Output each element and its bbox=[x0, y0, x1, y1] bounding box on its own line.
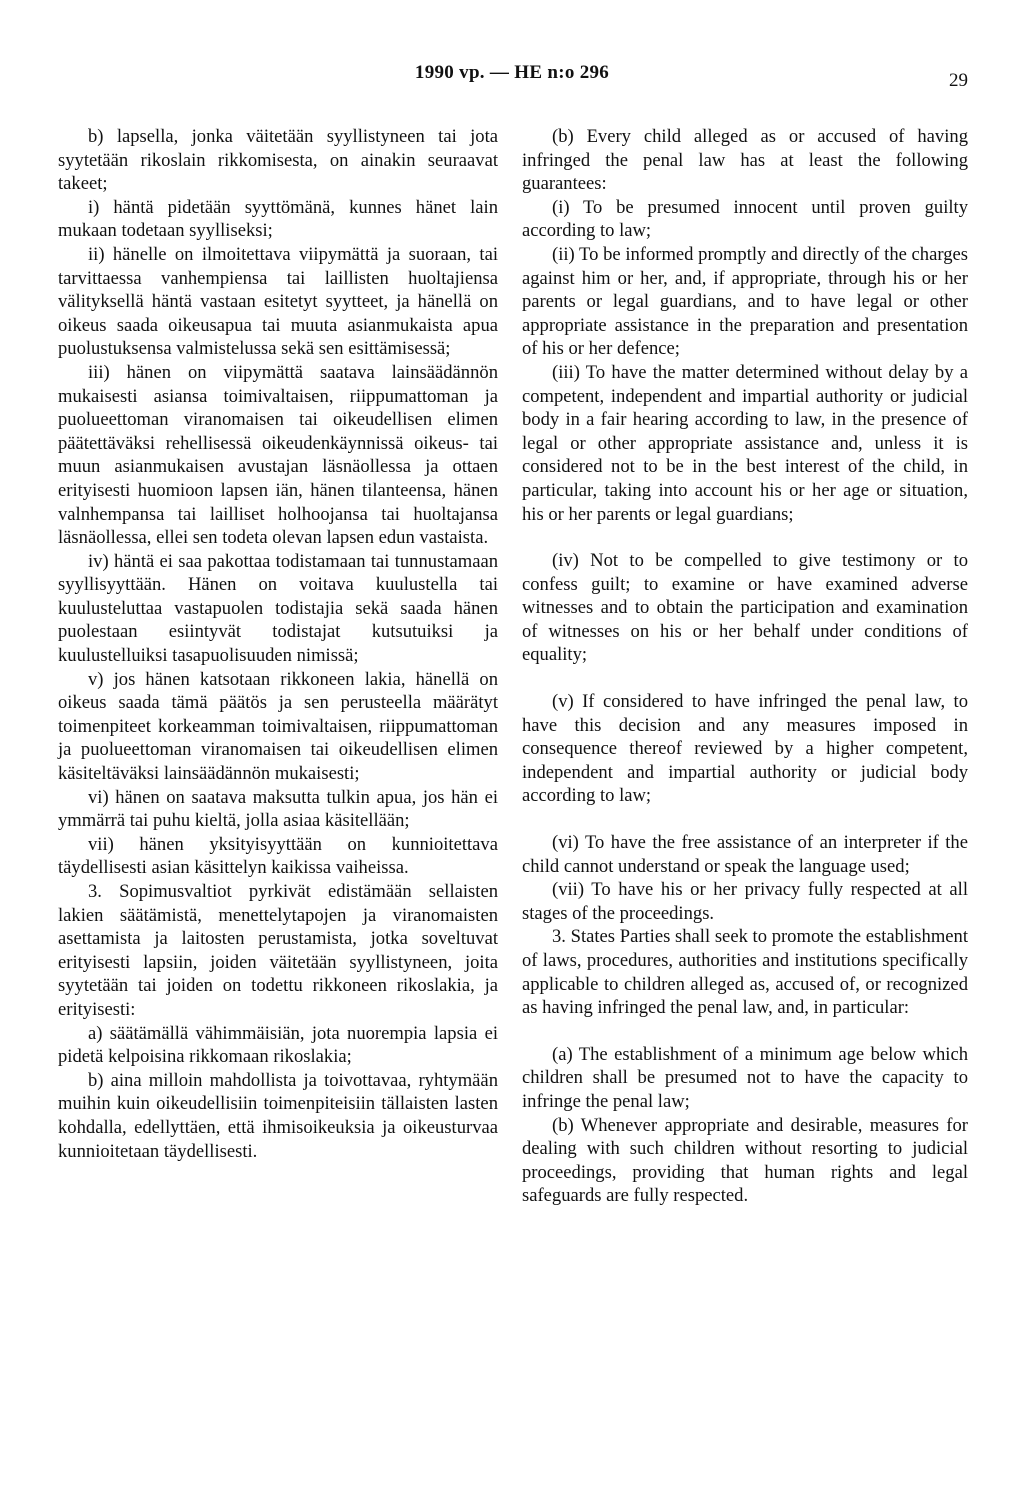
fi-paragraph-ii: ii) hänelle on ilmoitettava viipymättä ja suoraan, tai tarvittaessa vanhempiensa tai laillisten huoltajiensa välityksellä häntä vastaan esitetyt syytteet, ja hänellä on oikeus saada oikeusapua tai muuta asianmukaista apua puolustuksensa valmistelussa sekä sen esittämisessä; bbox=[58, 243, 498, 360]
fi-paragraph-iv: iv) häntä ei saa pakottaa todistamaan tai tunnustamaan syyllisyyttään. Hänen on voitava kuulustella tai kuulusteluttaa vastapuolen todistajia sekä saada hänen puolestaan esiintyvät todistajat kutsutuiksi ja kuulustelluiksi tasapuolisuuden nimissä; bbox=[58, 550, 498, 667]
en-paragraph-a: (a) The establishment of a minimum age below which children shall be presumed not to have the capacity to infringe the penal law; bbox=[522, 1043, 968, 1112]
finnish-column bbox=[58, 125, 498, 1163]
page-number: 29 bbox=[949, 70, 968, 91]
fi-paragraph-b: b) lapsella, jonka väitetään syyllistyneen tai jota syytetään rikoslain rikkomisesta, on ainakin seuraavat takeet; bbox=[58, 126, 498, 195]
en-paragraph-3: 3. States Parties shall seek to promote the establishment of laws, procedures, authorities and institutions specifically applicable to children alleged as, accused of, or recognized as having infringed the penal law, and, in particular: bbox=[522, 926, 968, 1019]
fi-paragraph-v: v) jos hänen katsotaan rikkoneen lakia, hänellä on oikeus saada tämä päätös ja sen perusteella määrätyt toimenpiteet korkeamman toimivaltaisen, riippumattoman ja puolueettoman viranomaisen tai oikeudellisen elimen käsiteltäväksi lainsäädännön mukaisesti; bbox=[58, 668, 498, 785]
en-paragraph-iii: (iii) To have the matter determined without delay by a competent, independent and impartial authority or judicial body in a fair hearing according to law, in the presence of legal or other appropriate assistance and, unless it is considered not to be in the best interest of the child, in particular, taking into account his or her age or situation, his or her parents or legal guardians; bbox=[522, 361, 968, 525]
english-column bbox=[522, 125, 968, 1208]
fi-paragraph-3: 3. Sopimusvaltiot pyrkivät edistämään sellaisten lakien säätämistä, menettelytapojen ja viranomaisten asettamista ja laitosten perustamista, jotka soveltuvat erityisesti lapsiin, joiden väitetään syyllistyneen, joita syytetään tai joiden on todettu rikkoneen rikoslakia, ja erityisesti: bbox=[58, 881, 498, 1020]
fi-paragraph-vi: vi) hänen on saatava maksutta tulkin apua, jos hän ei ymmärrä tai puhu kieltä, jolla asiaa käsitellään; bbox=[58, 786, 498, 832]
en-paragraph-b2: (b) Whenever appropriate and desirable, measures for dealing with such children without resorting to judicial proceedings, providing that human rights and legal safeguards are fully respected. bbox=[522, 1114, 968, 1207]
en-paragraph-vi: (vi) To have the free assistance of an interpreter if the child cannot understand or speak the language used; bbox=[522, 832, 968, 877]
fi-paragraph-a: a) säätämällä vähimmäisiän, jota nuorempia lapsia ei pidetä kelpoisina rikkomaan rikoslakia; bbox=[58, 1022, 498, 1068]
en-paragraph-b: (b) Every child alleged as or accused of having infringed the penal law has at least the following guarantees: bbox=[522, 126, 968, 195]
page-header bbox=[0, 62, 1024, 92]
fi-paragraph-iii: iii) hänen on viipymättä saatava lainsäädännön mukaisesti asiansa toimivaltaisen, riippumattoman ja puolueettoman viranomaisen tai oikeudellisen elimen päätettäväksi rehellisessä oikeudenkäynnissä oikeus- tai muun asianmukaisen avustajan läsnäollessa ja ottaen erityisesti huomioon lapsen iän, hänen tilanteensa, hänen valnhempansa tai lailliset holhoojansa tai huoltajansa läsnäollessa, ellei sen todeta olevan lapsen edun vastaista. bbox=[58, 361, 498, 549]
en-paragraph-v: (v) If considered to have infringed the penal law, to have this decision and any measures imposed in consequence thereof reviewed by a higher competent, independent and impartial authority or judicial body according to law; bbox=[522, 691, 968, 807]
en-paragraph-iv: (iv) Not to be compelled to give testimony or to confess guilt; to examine or have examined adverse witnesses and to obtain the participation and examination of witnesses on his or her behalf under conditions of equality; bbox=[522, 550, 968, 666]
fi-paragraph-b2: b) aina milloin mahdollista ja toivottavaa, ryhtymään muihin kuin oikeudellisiin toimenpiteisiin tällaisten lasten kohdalla, edellyttäen, että ihmisoikeuksia ja oikeusturvaa kunnioitetaan täydellisesti. bbox=[58, 1069, 498, 1162]
en-paragraph-ii: (ii) To be informed promptly and directly of the charges against him or her, and, if appropriate, through his or her parents or legal guardians, and to have legal or other appropriate assistance in the preparation and presentation of his or her defence; bbox=[522, 243, 968, 360]
en-paragraph-vii: (vii) To have his or her privacy fully respected at all stages of the proceedings. bbox=[522, 879, 968, 924]
document-title: 1990 vp. — HE n:o 296 bbox=[414, 62, 610, 83]
fi-paragraph-i: i) häntä pidetään syyttömänä, kunnes hänet lain mukaan todetaan syylliseksi; bbox=[58, 196, 498, 242]
fi-paragraph-vii: vii) hänen yksityisyyttään on kunnioitettava täydellisesti asian käsittelyn kaikissa vaiheissa. bbox=[58, 833, 498, 879]
en-paragraph-i: (i) To be presumed innocent until proven guilty according to law; bbox=[522, 196, 968, 242]
